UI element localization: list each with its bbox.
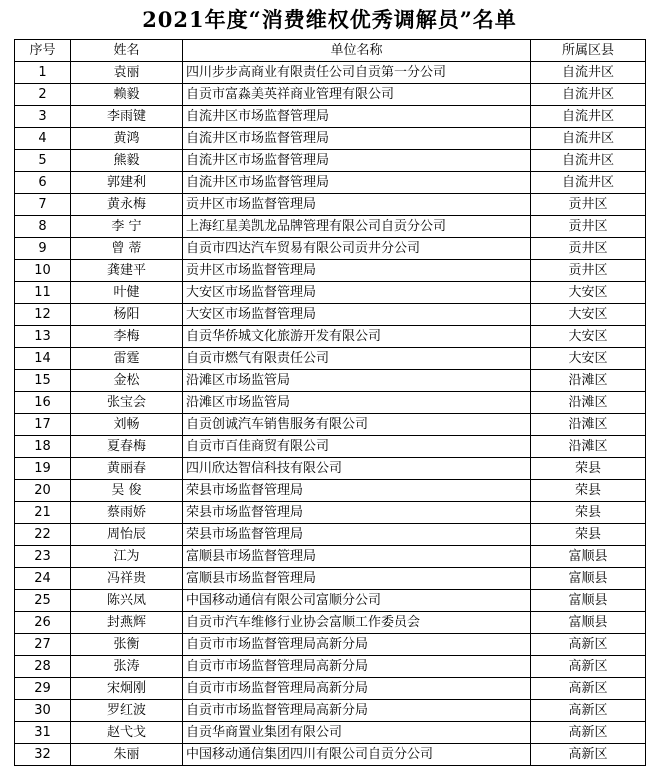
table-row: [15, 744, 646, 766]
table-row: [15, 326, 646, 348]
cell-district: 富顺县: [531, 546, 646, 568]
cell-name: 江为: [71, 546, 183, 568]
table-row: [15, 590, 646, 612]
table-row: [15, 414, 646, 436]
table-row: [15, 62, 646, 84]
cell-index: 9: [15, 238, 71, 260]
cell-name: 赖毅: [71, 84, 183, 106]
roster-table-body: [15, 62, 646, 766]
cell-index: 12: [15, 304, 71, 326]
table-row: [15, 502, 646, 524]
cell-district: 富顺县: [531, 590, 646, 612]
table-row: [15, 150, 646, 172]
table-row: [15, 480, 646, 502]
cell-name: 夏春梅: [71, 436, 183, 458]
table-row: [15, 106, 646, 128]
cell-index: 11: [15, 282, 71, 304]
table-row: [15, 304, 646, 326]
cell-organization: 自贡创诚汽车销售服务有限公司: [183, 414, 531, 436]
cell-district: 沿滩区: [531, 370, 646, 392]
cell-name: 金松: [71, 370, 183, 392]
column-header-name: 姓名: [71, 40, 183, 62]
cell-index: 23: [15, 546, 71, 568]
cell-index: 19: [15, 458, 71, 480]
table-row: [15, 348, 646, 370]
cell-district: 荣县: [531, 502, 646, 524]
cell-district: 贡井区: [531, 216, 646, 238]
table-row: [15, 546, 646, 568]
cell-index: 26: [15, 612, 71, 634]
cell-name: 张衡: [71, 634, 183, 656]
cell-district: 高新区: [531, 700, 646, 722]
cell-name: 黄丽春: [71, 458, 183, 480]
cell-district: 自流井区: [531, 84, 646, 106]
cell-name: 赵弋戈: [71, 722, 183, 744]
cell-organization: 自贡市百佳商贸有限公司: [183, 436, 531, 458]
cell-district: 自流井区: [531, 106, 646, 128]
cell-district: 荣县: [531, 524, 646, 546]
cell-organization: 上海红星美凯龙品牌管理有限公司自贡分公司: [183, 216, 531, 238]
cell-organization: 自贡华侨城文化旅游开发有限公司: [183, 326, 531, 348]
table-row: [15, 612, 646, 634]
page-title: 2021年度“消费维权优秀调解员”名单: [142, 7, 517, 32]
cell-district: 大安区: [531, 326, 646, 348]
table-row: [15, 194, 646, 216]
cell-index: 1: [15, 62, 71, 84]
cell-index: 4: [15, 128, 71, 150]
roster-table: [14, 39, 646, 766]
cell-name: 龚建平: [71, 260, 183, 282]
cell-name: 陈兴凤: [71, 590, 183, 612]
cell-index: 10: [15, 260, 71, 282]
table-row: [15, 282, 646, 304]
cell-district: 沿滩区: [531, 392, 646, 414]
cell-district: 高新区: [531, 678, 646, 700]
cell-district: 自流井区: [531, 172, 646, 194]
cell-district: 高新区: [531, 634, 646, 656]
cell-district: 贡井区: [531, 260, 646, 282]
cell-district: 富顺县: [531, 568, 646, 590]
table-row: [15, 128, 646, 150]
cell-organization: 自贡市燃气有限责任公司: [183, 348, 531, 370]
cell-organization: 四川步步高商业有限责任公司自贡第一分公司: [183, 62, 531, 84]
cell-district: 自流井区: [531, 128, 646, 150]
cell-index: 17: [15, 414, 71, 436]
cell-name: 李 宁: [71, 216, 183, 238]
cell-index: 21: [15, 502, 71, 524]
cell-organization: 自贡市富淼美英祥商业管理有限公司: [183, 84, 531, 106]
table-row: [15, 392, 646, 414]
cell-organization: 沿滩区市场监管局: [183, 392, 531, 414]
cell-index: 2: [15, 84, 71, 106]
cell-name: 雷霆: [71, 348, 183, 370]
cell-index: 3: [15, 106, 71, 128]
cell-name: 宋炯刚: [71, 678, 183, 700]
column-header-index: 序号: [15, 40, 71, 62]
cell-name: 黄永梅: [71, 194, 183, 216]
cell-name: 叶健: [71, 282, 183, 304]
cell-index: 27: [15, 634, 71, 656]
cell-organization: 荣县市场监督管理局: [183, 480, 531, 502]
cell-organization: 自贡市四达汽车贸易有限公司贡井分公司: [183, 238, 531, 260]
cell-organization: 贡井区市场监督管理局: [183, 260, 531, 282]
cell-index: 31: [15, 722, 71, 744]
cell-index: 18: [15, 436, 71, 458]
cell-organization: 自流井区市场监督管理局: [183, 128, 531, 150]
cell-organization: 自贡市市场监督管理局高新分局: [183, 700, 531, 722]
cell-name: 封燕辉: [71, 612, 183, 634]
cell-name: 吴 俊: [71, 480, 183, 502]
table-row: [15, 260, 646, 282]
table-row: [15, 678, 646, 700]
cell-name: 黄鸿: [71, 128, 183, 150]
table-row: [15, 436, 646, 458]
cell-name: 袁丽: [71, 62, 183, 84]
cell-index: 28: [15, 656, 71, 678]
cell-organization: 自贡市市场监督管理局高新分局: [183, 656, 531, 678]
table-row: [15, 458, 646, 480]
table-row: [15, 568, 646, 590]
cell-name: 郭建利: [71, 172, 183, 194]
cell-organization: 自贡华商置业集团有限公司: [183, 722, 531, 744]
cell-organization: 富顺县市场监督管理局: [183, 568, 531, 590]
table-row: [15, 722, 646, 744]
cell-index: 20: [15, 480, 71, 502]
cell-district: 贡井区: [531, 194, 646, 216]
cell-district: 沿滩区: [531, 414, 646, 436]
cell-organization: 自流井区市场监督管理局: [183, 150, 531, 172]
table-row: [15, 84, 646, 106]
cell-organization: 自贡市汽车维修行业协会富顺工作委员会: [183, 612, 531, 634]
cell-index: 30: [15, 700, 71, 722]
cell-name: 周怡辰: [71, 524, 183, 546]
table-row: [15, 524, 646, 546]
cell-organization: 荣县市场监督管理局: [183, 524, 531, 546]
cell-name: 李雨键: [71, 106, 183, 128]
cell-organization: 自贡市市场监督管理局高新分局: [183, 634, 531, 656]
cell-name: 张涛: [71, 656, 183, 678]
cell-index: 7: [15, 194, 71, 216]
cell-district: 高新区: [531, 722, 646, 744]
cell-organization: 沿滩区市场监管局: [183, 370, 531, 392]
cell-district: 大安区: [531, 304, 646, 326]
cell-organization: 大安区市场监督管理局: [183, 304, 531, 326]
table-row: [15, 634, 646, 656]
cell-name: 曾 蒂: [71, 238, 183, 260]
table-row: [15, 172, 646, 194]
cell-name: 李梅: [71, 326, 183, 348]
cell-index: 15: [15, 370, 71, 392]
cell-name: 冯祥贵: [71, 568, 183, 590]
cell-index: 5: [15, 150, 71, 172]
table-row: [15, 656, 646, 678]
cell-district: 大安区: [531, 348, 646, 370]
table-row: [15, 238, 646, 260]
cell-name: 罗红波: [71, 700, 183, 722]
cell-district: 自流井区: [531, 150, 646, 172]
cell-organization: 贡井区市场监督管理局: [183, 194, 531, 216]
cell-index: 24: [15, 568, 71, 590]
cell-organization: 中国移动通信集团四川有限公司自贡分公司: [183, 744, 531, 766]
cell-organization: 荣县市场监督管理局: [183, 502, 531, 524]
cell-index: 16: [15, 392, 71, 414]
cell-index: 13: [15, 326, 71, 348]
cell-organization: 中国移动通信有限公司富顺分公司: [183, 590, 531, 612]
cell-name: 蔡雨娇: [71, 502, 183, 524]
cell-district: 荣县: [531, 458, 646, 480]
table-row: [15, 370, 646, 392]
cell-district: 富顺县: [531, 612, 646, 634]
table-row: [15, 700, 646, 722]
cell-index: 22: [15, 524, 71, 546]
cell-index: 25: [15, 590, 71, 612]
cell-index: 8: [15, 216, 71, 238]
cell-index: 32: [15, 744, 71, 766]
cell-district: 大安区: [531, 282, 646, 304]
cell-organization: 自流井区市场监督管理局: [183, 106, 531, 128]
cell-district: 高新区: [531, 656, 646, 678]
column-header-organization: 单位名称: [183, 40, 531, 62]
cell-organization: 富顺县市场监督管理局: [183, 546, 531, 568]
table-row: [15, 216, 646, 238]
cell-district: 沿滩区: [531, 436, 646, 458]
cell-index: 29: [15, 678, 71, 700]
cell-organization: 自贡市市场监督管理局高新分局: [183, 678, 531, 700]
cell-name: 刘畅: [71, 414, 183, 436]
cell-organization: 四川欣达智信科技有限公司: [183, 458, 531, 480]
cell-district: 荣县: [531, 480, 646, 502]
table-header-row: [15, 40, 646, 62]
column-header-district: 所属区县: [531, 40, 646, 62]
cell-organization: 自流井区市场监督管理局: [183, 172, 531, 194]
cell-name: 朱丽: [71, 744, 183, 766]
cell-index: 6: [15, 172, 71, 194]
cell-name: 熊毅: [71, 150, 183, 172]
cell-district: 贡井区: [531, 238, 646, 260]
cell-district: 高新区: [531, 744, 646, 766]
cell-name: 杨阳: [71, 304, 183, 326]
cell-index: 14: [15, 348, 71, 370]
cell-district: 自流井区: [531, 62, 646, 84]
cell-name: 张宝会: [71, 392, 183, 414]
cell-organization: 大安区市场监督管理局: [183, 282, 531, 304]
